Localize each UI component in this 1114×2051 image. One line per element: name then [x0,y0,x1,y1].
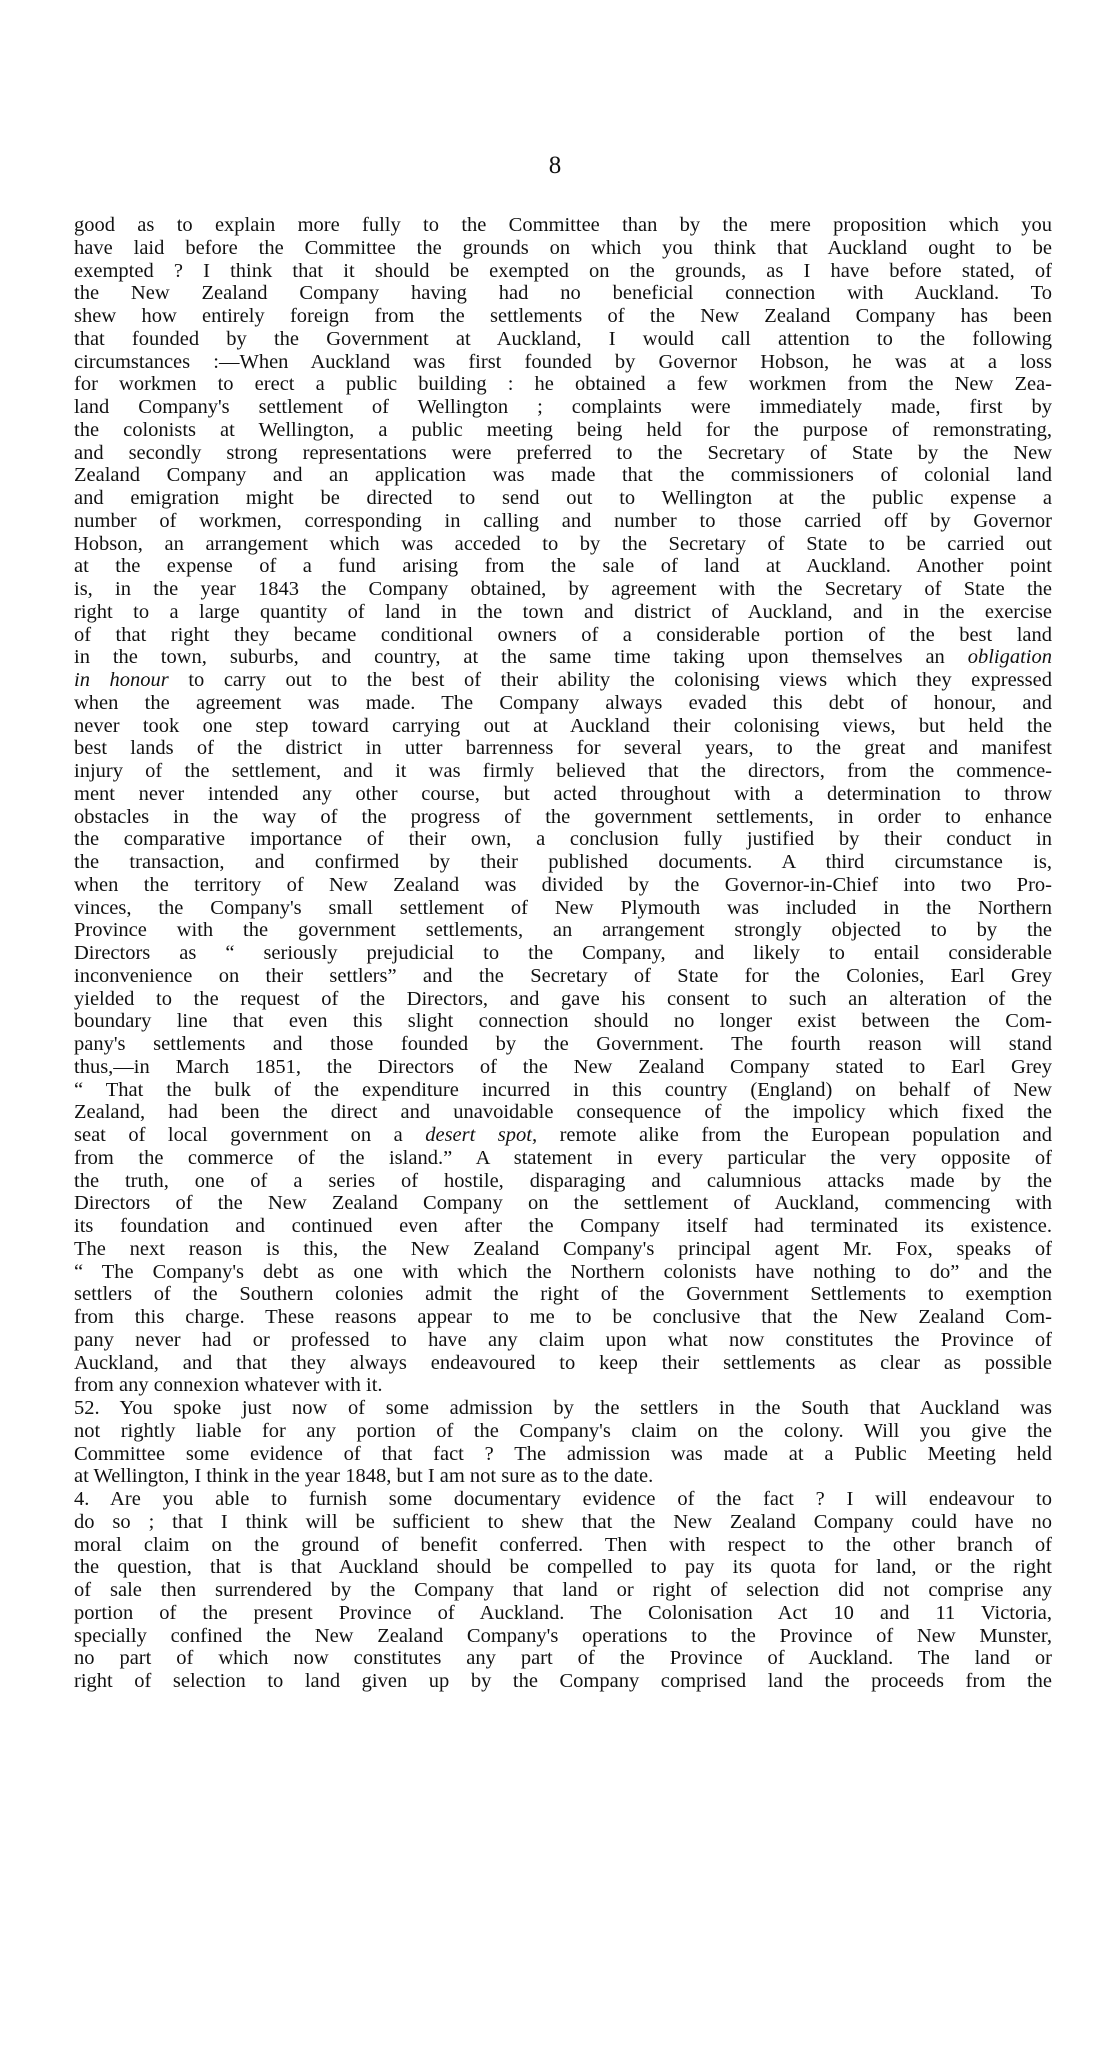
text-line [74,1238,1052,1261]
text-line [74,419,1052,442]
text-line [74,1556,1052,1579]
text-segment: yielded to the request of the Directors, and gave his consent to such an alteration of the [74,987,1052,1010]
text-segment: Zealand Company and an application was made that the commissioners of colonial land [74,464,1052,487]
text-segment: Province with the government settlements, an arrangement strongly objected to by the [74,919,1052,942]
text-line [74,1420,1052,1443]
text-segment: the transaction, and confirmed by their published documents. A third circumstance is, [74,851,1052,873]
text-segment: right of selection to land given up by the Company comprised land the proceeds from the [74,1670,1052,1692]
text-line [74,578,1052,601]
text-line [74,305,1052,328]
text-segment: shew how entirely foreign from the settlements of the New Zealand Company has been [74,305,1052,327]
text-line [74,1534,1052,1557]
text-segment: circumstances :—When Auckland was first founded by Governor Hobson, he was at a loss [74,350,1052,373]
italic-text: desert spot, [425,1124,538,1146]
text-segment: at the expense of a fund arising from the sale of land at Auckland. Another point [74,555,1052,578]
italic-text: in honour [74,669,169,691]
text-line [74,692,1052,715]
text-segment: the question, that is that Auckland should be compelled to pay its quota for land, or the right [74,1556,1052,1579]
text-segment: of that right they became conditional owners of a considerable portion of the best land [74,623,1052,646]
text-line [74,646,1052,669]
text-segment: for workmen to erect a public building : he obtained a few workmen from the New Zea- [74,373,1052,396]
text-segment: vinces, the Company's small settlement of New Plymouth was included in the Northern [74,896,1052,919]
text-segment: have laid before the Committee the grounds on which you think that Auckland ought to be [74,236,1052,259]
text-line [74,1670,1052,1693]
text-line [74,874,1052,897]
text-line [74,1261,1052,1284]
text-segment: ment never intended any other course, but acted throughout with a determination to throw [74,782,1052,805]
text-line [74,783,1052,806]
text-segment: pany never had or professed to have any claim upon what now constitutes the Province of [74,1328,1052,1351]
text-line [74,1010,1052,1033]
text-line [74,214,1052,237]
text-line [74,373,1052,396]
text-segment: from the commerce of the island.” A statement in every particular the very opposite of [74,1146,1052,1169]
text-line [74,919,1052,942]
text-segment: of sale then surrendered by the Company that land or right of selection did not comprise any [74,1579,1052,1601]
text-segment: settlers of the Southern colonies admit the right of the Government Settlements to exemption [74,1283,1052,1306]
text-line [74,1215,1052,1238]
text-line [74,555,1052,578]
text-line [74,1625,1052,1648]
text-segment: obstacles in the way of the progress of the government settlements, in order to enhance [74,805,1052,828]
text-segment: at Wellington, I think in the year 1848, but I am not sure as to the date. [74,1465,654,1488]
text-line [74,897,1052,920]
text-line [74,510,1052,533]
text-line [74,282,1052,305]
text-segment: 52. You spoke just now of some admission by the settlers in the South that Auckland was [74,1397,1052,1419]
text-line [74,1101,1052,1124]
text-segment: the comparative importance of their own, a conclusion fully justified by their conduct in [74,828,1052,851]
text-segment: 4. Are you able to furnish some documentary evidence of the fact ? I will endeavour to [74,1488,1052,1510]
text-segment: inconvenience on their settlers” and the Secretary of State for the Colonies, Earl Grey [74,964,1052,987]
text-line [74,487,1052,510]
text-segment: when the territory of New Zealand was divided by the Governor-in-Chief into two Pro- [74,873,1052,896]
text-segment: best lands of the district in utter barrenness for several years, to the great and manifest [74,737,1052,760]
text-line [74,942,1052,965]
text-segment: boundary line that even this slight connection should no longer exist between the Com- [74,1010,1052,1033]
text-segment: “ The Company's debt as one with which the Northern colonists have nothing to do” and the [74,1260,1052,1283]
text-segment: and secondly strong representations were preferred to the Secretary of State by the New [74,441,1052,464]
text-line [74,1579,1052,1602]
text-line [74,965,1052,988]
text-segment: when the agreement was made. The Company always evaded this debt of honour, and [74,691,1052,714]
text-segment: Directors of the New Zealand Company on the settlement of Auckland, commencing with [74,1192,1052,1215]
text-segment: never took one step toward carrying out at Auckland their colonising views, but held the [74,714,1052,737]
text-segment: “ That the bulk of the expenditure incurred in this country (England) on behalf of New [74,1078,1052,1101]
text-line [74,1374,1052,1397]
text-line [74,737,1052,760]
text-line [74,669,1052,692]
text-line [74,237,1052,260]
text-segment: portion of the present Province of Auckland. The Colonisation Act 10 and 11 Victoria, [74,1601,1052,1624]
text-segment: moral claim on the ground of benefit conferred. Then with respect to the other branch of [74,1533,1052,1556]
text-segment: thus,—in March 1851, the Directors of the New Zealand Company stated to Earl Grey [74,1055,1052,1078]
text-line [74,260,1052,283]
text-line [74,624,1052,647]
text-line [74,442,1052,465]
text-segment: Hobson, an arrangement which was acceded to by the Secretary of State to be carried out [74,532,1052,555]
text-line [74,1443,1052,1466]
text-segment: from this charge. These reasons appear to me to be conclusive that the New Zealand Com- [74,1306,1052,1328]
text-line [74,1602,1052,1625]
text-line [74,1033,1052,1056]
text-segment: no part of which now constitutes any part of the Province of Auckland. The land or [74,1647,1052,1670]
text-line [74,328,1052,351]
text-line [74,1397,1052,1420]
text-line [74,1056,1052,1079]
text-segment: specially confined the New Zealand Company's operations to the Province of New Munster, [74,1624,1052,1647]
text-segment: its foundation and continued even after the Company itself had terminated its existence. [74,1215,1052,1237]
italic-text: obligation [967,646,1052,669]
text-segment: the truth, one of a series of hostile, disparaging and calumnious attacks made by the [74,1169,1052,1192]
text-segment: that founded by the Government at Auckland, I would call attention to the following [74,327,1052,350]
text-segment: do so ; that I think will be sufficient to shew that the New Zealand Company could have no [74,1510,1052,1533]
text-segment: Auckland, and that they always endeavoured to keep their settlements as clear as possible [74,1351,1052,1374]
text-segment: is, in the year 1843 the Company obtained, by agreement with the Secretary of State the [74,578,1052,600]
text-line [74,1488,1052,1511]
text-line [74,828,1052,851]
text-line [74,1329,1052,1352]
text-line [74,1647,1052,1670]
text-line [74,464,1052,487]
text-line [74,1124,1052,1147]
text-line [74,988,1052,1011]
text-line [74,1283,1052,1306]
text-line [74,1352,1052,1375]
text-segment: injury of the settlement, and it was firmly believed that the directors, from the commence- [74,760,1052,782]
text-segment: the colonists at Wellington, a public meeting being held for the purpose of remonstrating, [74,418,1052,441]
text-segment: Committee some evidence of that fact ? The admission was made at a Public Meeting held [74,1442,1052,1465]
text-segment: Directors as “ seriously prejudicial to the Company, and likely to entail considerable [74,942,1052,964]
text-segment: pany's settlements and those founded by the Government. The fourth reason will stand [74,1033,1052,1055]
text-segment: in the town, suburbs, and country, at the same time taking upon themselves an [74,646,968,669]
text-line [74,601,1052,624]
text-segment: good as to explain more fully to the Committee than by the mere proposition which you [74,214,1052,236]
text-line [74,1306,1052,1329]
text-line [74,1192,1052,1215]
text-segment: number of workmen, corresponding in calling and number to those carried off by Governor [74,509,1052,532]
text-segment: Zealand, had been the direct and unavoidable consequence of the impolicy which fixed the [74,1101,1052,1124]
text-segment: and emigration might be directed to send out to Wellington at the public expense a [74,487,1052,509]
text-line [74,1465,1052,1488]
text-line [74,1147,1052,1170]
text-segment: The next reason is this, the New Zealand Company's principal agent Mr. Fox, speaks of [74,1237,1052,1260]
text-segment: right to a large quantity of land in the town and district of Auckland, and in the exercise [74,600,1052,623]
text-line [74,1079,1052,1102]
text-segment: exempted ? I think that it should be exempted on the grounds, as I have before stated, of [74,259,1052,282]
text-line [74,851,1052,874]
text-segment: to carry out to the best of their ability the colonising views which they expressed [168,669,1052,691]
text-line [74,715,1052,738]
body-text [74,214,1052,1693]
text-line [74,533,1052,556]
text-segment: land Company's settlement of Wellington ; complaints were immediately made, first by [74,396,1052,418]
text-segment: remote alike from the European population and [537,1124,1052,1146]
text-segment: seat of local government on a [74,1124,426,1146]
text-segment: not rightly liable for any portion of the Company's claim on the colony. Will you give the [74,1419,1052,1442]
text-line [74,1511,1052,1534]
text-line [74,351,1052,374]
page-number: 8 [548,152,562,179]
text-line [74,760,1052,783]
text-segment: the New Zealand Company having had no beneficial connection with Auckland. To [74,282,1052,305]
text-line [74,396,1052,419]
text-line [74,806,1052,829]
text-segment: from any connexion whatever with it. [74,1374,383,1397]
text-line [74,1170,1052,1193]
